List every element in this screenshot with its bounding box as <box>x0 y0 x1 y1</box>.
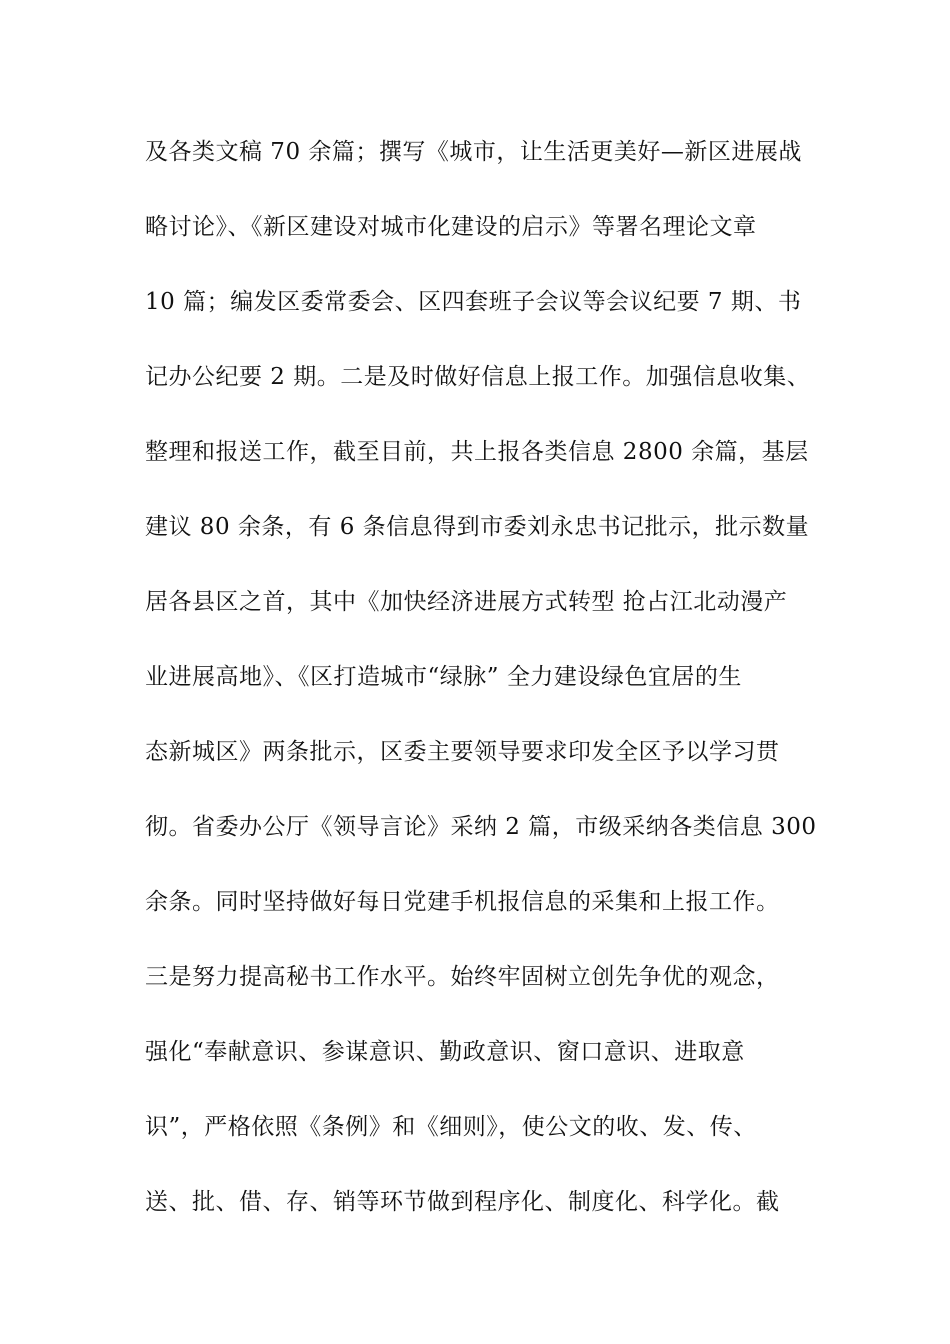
text-line: 居各县区之首，其中《加快经济进展方式转型 抢占江北动漫产 <box>145 589 788 615</box>
body-text <box>145 129 815 1254</box>
text-line: 三是努力提高秘书工作水平。始终牢固树立创先争优的观念， <box>145 964 780 990</box>
text-line: 态新城区》两条批示，区委主要领导要求印发全区予以学习贯 <box>145 739 780 765</box>
text-line: 及各类文稿 70 余篇；撰写《城市，让生活更美好—新区进展战 <box>145 139 802 165</box>
text-line: 略讨论》、《新区建设对城市化建设的启示》等署名理论文章 <box>145 214 757 240</box>
text-line: 强化“奉献意识、参谋意识、勤政意识、窗口意识、进取意 <box>145 1039 745 1065</box>
text-line: 记办公纪要 2 期。二是及时做好信息上报工作。加强信息收集、 <box>145 364 811 390</box>
text-line: 整理和报送工作，截至目前，共上报各类信息 2800 余篇，基层 <box>145 439 809 465</box>
text-line: 业进展高地》、《区打造城市“绿脉” 全力建设绿色宜居的生 <box>145 664 742 690</box>
text-line: 彻。省委办公厅《领导言论》采纳 2 篇，市级采纳各类信息 300 <box>145 814 817 840</box>
text-line: 10 篇；编发区委常委会、区四套班子会议等会议纪要 7 期、书 <box>145 289 802 315</box>
text-line: 识”，严格依照《条例》和《细则》，使公文的收、发、传、 <box>145 1114 757 1140</box>
text-line: 建议 80 余条，有 6 条信息得到市委刘永忠书记批示，批示数量 <box>145 514 810 540</box>
text-line: 余条。同时坚持做好每日党建手机报信息的采集和上报工作。 <box>145 889 780 915</box>
text-line: 送、批、借、存、销等环节做到程序化、制度化、科学化。截 <box>145 1189 780 1215</box>
